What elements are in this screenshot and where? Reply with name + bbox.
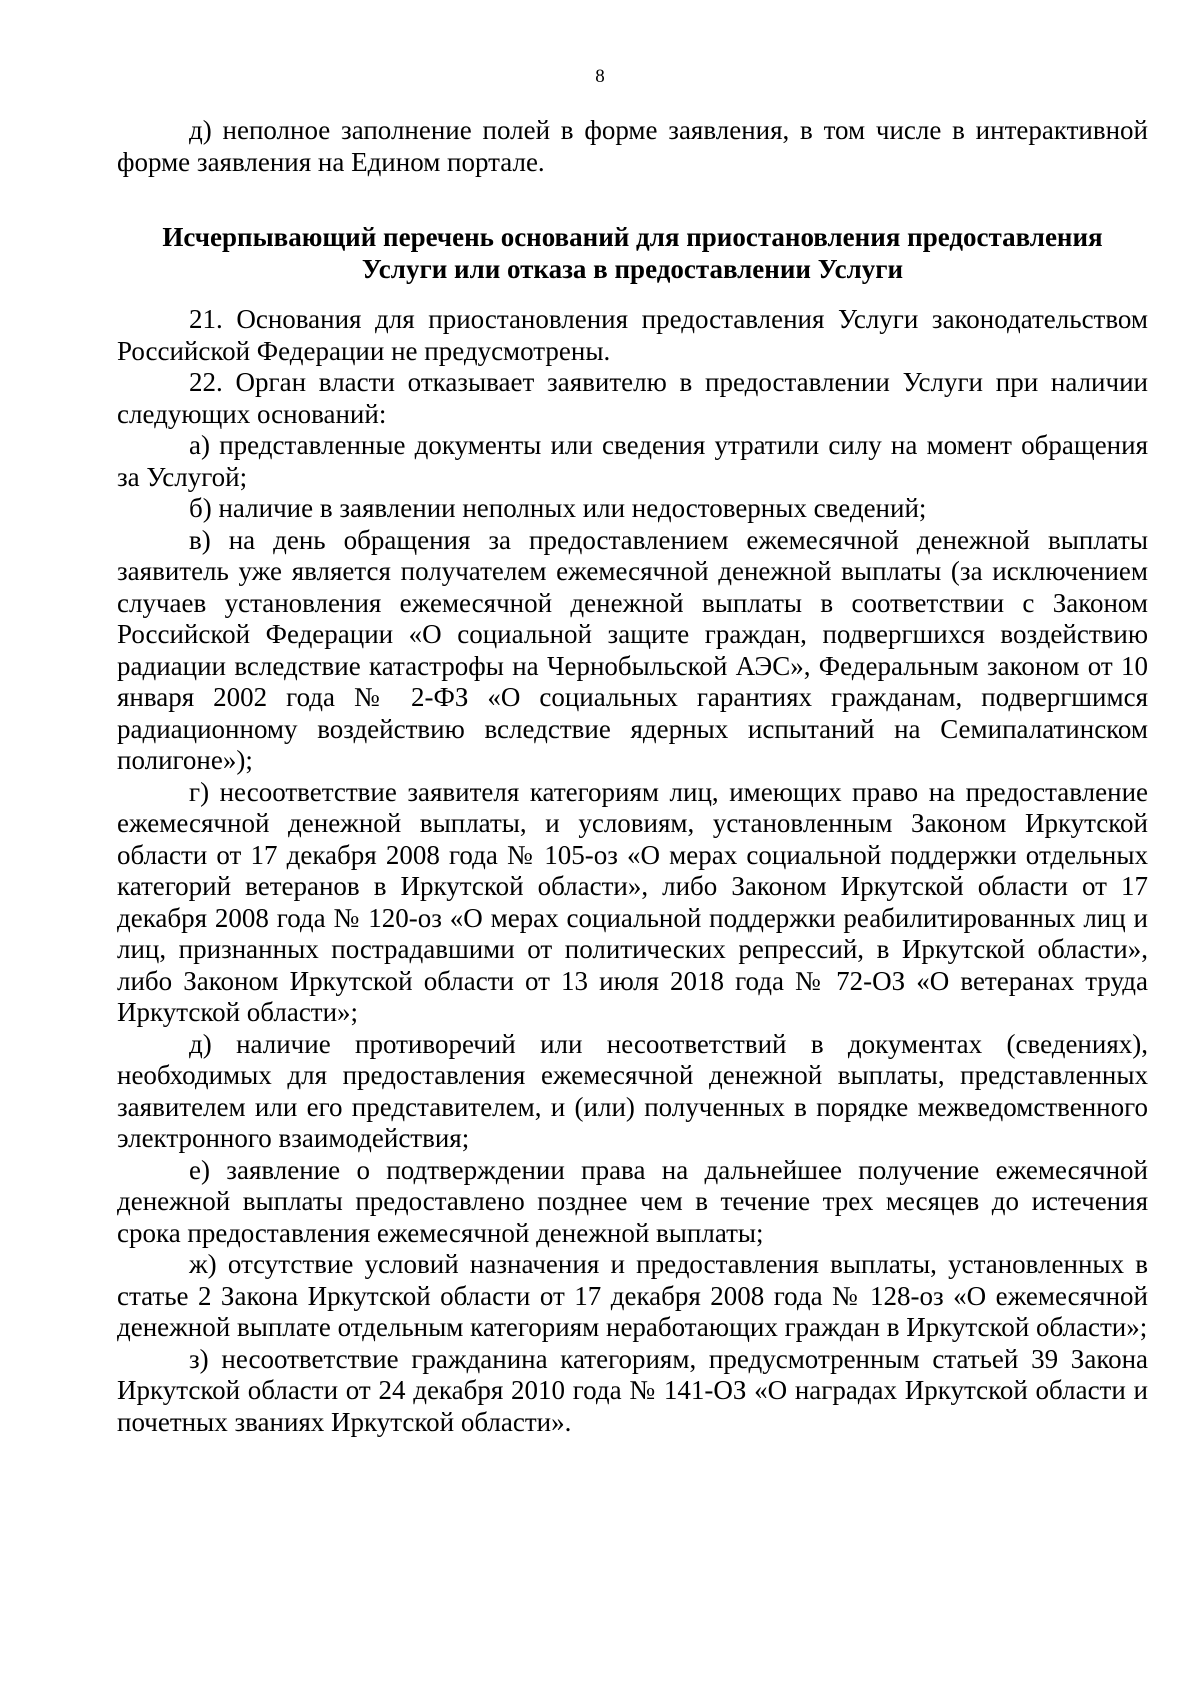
- paragraph-21: 21. Основания для приостановления предоставления Услуги законодательством Российской Федерации не предусмотрены.: [117, 304, 1148, 366]
- item-g: г) несоответствие заявителя категориям лиц, имеющих право на предоставление ежемесячной денежной выплаты, и условиям, установленным Законом Иркутской области от 17 декабря 2008 года № 105-оз «О мерах социальной поддержки отдельных категорий ветеранов в Иркутской области», либо Законом Иркутской области от 17 декабря 2008 года № 120-оз «О мерах социальной поддержки реабилитированных лиц и лиц, признанных пострадавшими от политических репрессий, в Иркутской области», либо Законом Иркутской области от 13 июля 2018 года № 72-ОЗ «О ветеранах труда Иркутской области»;: [117, 776, 1148, 1027]
- section-heading-line-1: Исчерпывающий перечень оснований для приостановления предоставления: [162, 222, 1103, 252]
- page-number: 8: [595, 66, 605, 87]
- intro-paragraph: д) неполное заполнение полей в форме заявления, в том числе в интерактивной форме заявления на Едином портале.: [117, 115, 1148, 177]
- item-zh: ж) отсутствие условий назначения и предоставления выплаты, установленных в статье 2 Закона Иркутской области от 17 декабря 2008 года № 128-оз «О ежемесячной денежной выплате отдельным категориям неработающих граждан в Иркутской области»;: [117, 1249, 1148, 1342]
- item-z: з) несоответствие гражданина категориям, предусмотренным статьей 39 Закона Иркутской области от 24 декабря 2010 года № 141-ОЗ «О наградах Иркутской области и почетных званиях Иркутской области».: [117, 1343, 1148, 1437]
- document-body: [117, 115, 1148, 1438]
- item-a: а) представленные документы или сведения утратили силу на момент обращения за Услугой;: [117, 430, 1148, 492]
- item-b: б) наличие в заявлении неполных или недостоверных сведений;: [189, 493, 927, 523]
- section-heading-line-2: Услуги или отказа в предоставлении Услуги: [361, 253, 904, 284]
- item-e: е) заявление о подтверждении права на дальнейшее получение ежемесячной денежной выплаты предоставлено позднее чем в течение трех месяцев до истечения срока предоставления ежемесячной денежной выплаты;: [117, 1154, 1148, 1248]
- section-heading: [117, 222, 1148, 285]
- paragraph-22: 22. Орган власти отказывает заявителю в предоставлении Услуги при наличии следующих оснований:: [117, 367, 1148, 429]
- item-v: в) на день обращения за предоставлением ежемесячной денежной выплаты заявитель уже является получателем ежемесячной денежной выплаты (за исключением случаев установления ежемесячной денежной выплаты в соответствии с Законом Российской Федерации «О социальной защите граждан, подвергшихся воздействию радиации вследствие катастрофы на Чернобыльской АЭС», Федеральным законом от 10 января 2002 года № 2-ФЗ «О социальных гарантиях гражданам, подвергшимся радиационному воздействию вследствие ядерных испытаний на Семипалатинском полигоне»);: [117, 524, 1148, 775]
- item-d: д) наличие противоречий или несоответствий в документах (сведениях), необходимых для предоставления ежемесячной денежной выплаты, представленных заявителем или его представителем, и (или) полученных в порядке межведомственного электронного взаимодействия;: [117, 1028, 1148, 1153]
